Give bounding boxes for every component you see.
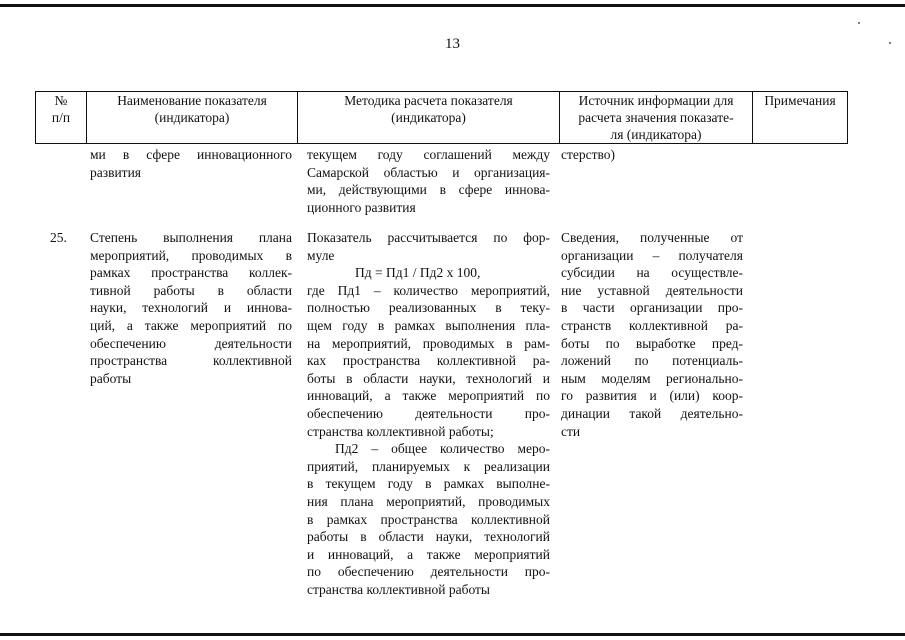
header-col-notes: Примечания: [753, 92, 848, 144]
bottom-border-line: [0, 633, 905, 636]
row-number: 25.: [50, 230, 67, 245]
continued-source-cell: стерство): [561, 147, 616, 162]
formula: Пд = Пд1 / Пд2 x 100,: [355, 265, 481, 281]
header-col-source: Источник информации для расчета значения показате- ля (индикатора): [560, 92, 753, 144]
continued-name-cell: ми в сфере инновационного развития: [90, 147, 292, 180]
page-number: 13: [445, 36, 460, 52]
row-25-source-cell: Сведения, полученные от организации – получателя субсидии на осуществле- ние уставной деятельности в части организации про- странств коллективной ра- боты по выработке пред- ложений по потенциаль- ным моделям регионально- го развития и (или) коор- динации такой деятельно- сти: [561, 230, 743, 439]
row-25-name-cell: Степень выполнения плана мероприятий, проводимых в рамках пространства коллек- тивной работы в области науки, технологий и иннова- ций, а также мероприятий по обеспечению деятельности пространства коллективной работы: [90, 230, 292, 386]
continued-method-cell: текущем году соглашений между Самарской областью и организация- ми, действующими в сфере иннова- ционного развития: [307, 147, 550, 215]
header-col-method: Методика расчета показателя (индикатора): [298, 92, 560, 144]
table-header: [35, 91, 848, 144]
top-border-line: [0, 4, 905, 7]
row-25-method-cell: Показатель рассчитывается по фор- муле Пд = Пд1 / Пд2 x 100, где Пд1 – количество мероприятий, полностью реализованных в теку- щем году в рамках выполнения пла- на мероприятий, проводимых в рам- ках пространства коллективной ра- боты в области науки, технологий и инноваций, а также мероприятий по обеспечению деятельности про- странства коллективной работы; Пд2 – общее количество меро- приятий, планируемых к реализации в текущем году в рамках выполне- ния плана мероприятий, проводимых в рамках пространства коллективной работы в области науки, технологий и инноваций, а также мероприятий по обеспечению деятельности про- странства коллективной работы: [307, 230, 550, 597]
scan-speck: [858, 22, 860, 24]
header-col-number: № п/п: [36, 92, 87, 144]
header-col-name: Наименование показателя (индикатора): [87, 92, 298, 144]
